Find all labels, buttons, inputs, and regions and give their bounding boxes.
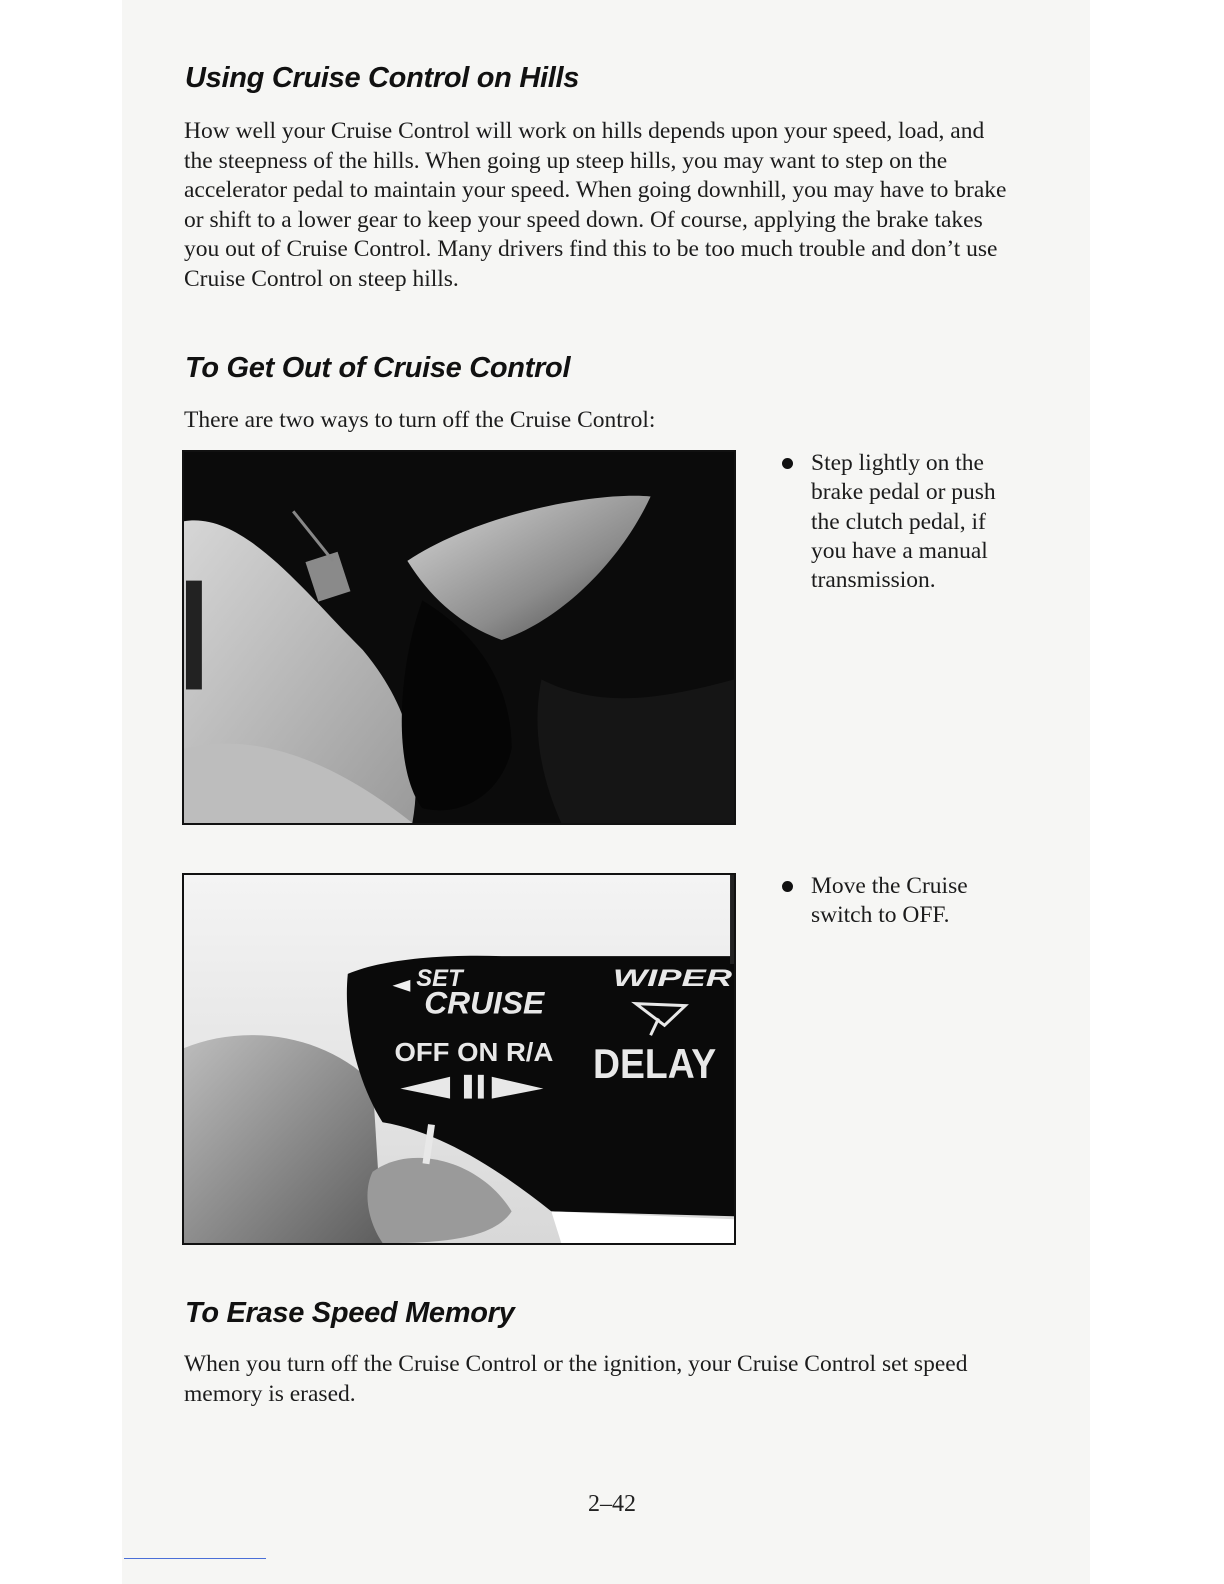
brake-pedal-photo [182, 450, 736, 825]
stalk-delay-label: DELAY [593, 1039, 717, 1087]
paragraph-erase-memory: When you turn off the Cruise Control or the ignition, your Cruise Control set speed memory is erased. [184, 1351, 968, 1407]
paragraph-get-out: There are two ways to turn off the Cruise Control: [184, 407, 656, 433]
footer-rule [124, 1558, 266, 1559]
page-number: 2–42 [588, 1491, 636, 1517]
heading-get-out: To Get Out of Cruise Control [185, 352, 571, 384]
heading-erase-memory: To Erase Speed Memory [185, 1297, 515, 1329]
cruise-switch-photo [182, 873, 736, 1245]
bullet-dot [782, 881, 793, 892]
heading-cruise-hills: Using Cruise Control on Hills [185, 62, 580, 94]
brake-pedal-illustration [184, 452, 734, 823]
bullet-text: Move the Cruise switch to OFF. [811, 873, 968, 929]
cruise-stalk-illustration [184, 875, 734, 1243]
stalk-wiper-label: WIPER [612, 964, 733, 992]
stalk-modes-label: OFF ON R/A [394, 1039, 554, 1067]
bullet-dot [782, 458, 793, 469]
stalk-cruise-label: CRUISE [424, 984, 545, 1021]
bullet-text: Step lightly on the brake pedal or push the clutch pedal, if you have a manual transmission. [811, 450, 996, 594]
stalk-set-label: SET [416, 964, 463, 992]
paragraph-cruise-hills: How well your Cruise Control will work on hills depends upon your speed, load, and the steepness of the hills. When going up steep hills, you may want to step on the accelerator pedal to maintain your speed. When going downhill, you may have to brake or shift to a lower gear to keep your speed down. Of course, applying the brake takes you out of Cruise Control. Many drivers find this to be too much trouble and don’t use Cruise Control on steep hills. [184, 118, 1007, 292]
